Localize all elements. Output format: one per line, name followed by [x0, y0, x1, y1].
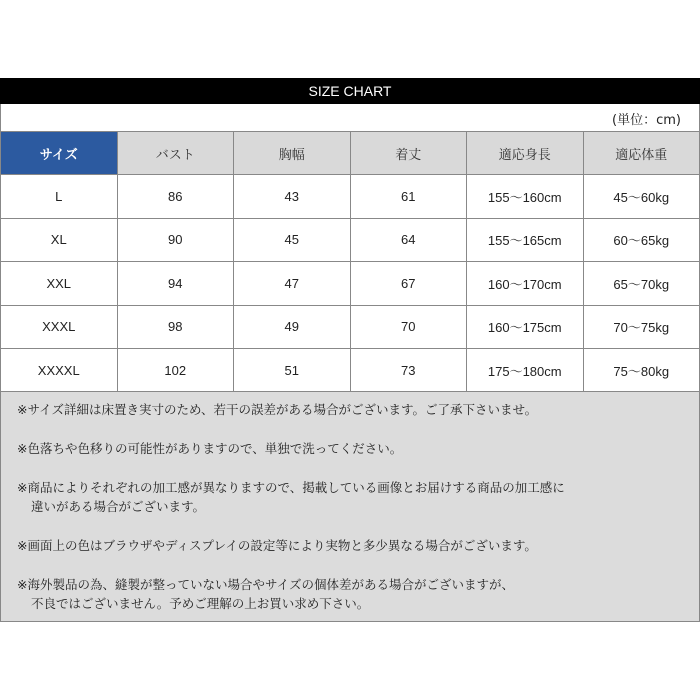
table-cell: L — [1, 175, 118, 219]
table-cell: 60～65kg — [583, 218, 700, 262]
table-cell: 160～175cm — [467, 305, 584, 349]
note-item — [17, 439, 699, 458]
note-line-continued: 違いがある場合がございます。 — [31, 499, 206, 514]
table-row — [1, 305, 700, 349]
note-line: ※画面上の色はブラウザやディスプレイの設定等により実物と多少異なる場合がございます。 — [17, 538, 537, 553]
table-header-row — [1, 132, 700, 175]
table-cell: 102 — [117, 349, 234, 393]
table-cell: 45～60kg — [583, 175, 700, 219]
table-row — [1, 349, 700, 393]
table-cell: 86 — [117, 175, 234, 219]
table-cell: 49 — [234, 305, 351, 349]
note-line: ※商品によりそれぞれの加工感が異なりますので、掲載している画像とお届けする商品の加工感に — [17, 480, 565, 495]
table-cell: 70～75kg — [583, 305, 700, 349]
header-length: 着丈 — [350, 132, 467, 175]
table-cell: XXXL — [1, 305, 118, 349]
table-row — [1, 175, 700, 219]
unit-label: (単位：cm) — [0, 104, 700, 131]
table-row — [1, 218, 700, 262]
table-cell: 175～180cm — [467, 349, 584, 393]
header-weight: 適応体重 — [583, 132, 700, 175]
table-cell: 94 — [117, 262, 234, 306]
table-cell: 47 — [234, 262, 351, 306]
notes-box — [0, 391, 700, 622]
size-chart-title: SIZE CHART — [0, 78, 700, 104]
header-height: 適応身長 — [467, 132, 584, 175]
note-item — [17, 478, 699, 516]
table-cell: 64 — [350, 218, 467, 262]
header-chest-width: 胸幅 — [234, 132, 351, 175]
table-cell: 43 — [234, 175, 351, 219]
table-cell: 61 — [350, 175, 467, 219]
table-cell: 155～160cm — [467, 175, 584, 219]
header-bust: バスト — [117, 132, 234, 175]
note-item — [17, 575, 699, 613]
note-line-continued: 不良ではございません。予めご理解の上お買い求め下さい。 — [31, 596, 370, 611]
table-cell: XXL — [1, 262, 118, 306]
header-size: サイズ — [1, 132, 118, 175]
table-cell: 90 — [117, 218, 234, 262]
note-line: ※色落ちや色移りの可能性がありますので、単独で洗ってください。 — [17, 441, 403, 456]
table-cell: 45 — [234, 218, 351, 262]
table-cell: 70 — [350, 305, 467, 349]
table-cell: 65～70kg — [583, 262, 700, 306]
table-cell: 67 — [350, 262, 467, 306]
table-cell: 51 — [234, 349, 351, 393]
table-cell: 155～165cm — [467, 218, 584, 262]
note-line: ※サイズ詳細は床置き実寸のため、若干の誤差がある場合がございます。ご了承下さいませ。 — [17, 402, 538, 417]
table-cell: 75～80kg — [583, 349, 700, 393]
table-cell: XL — [1, 218, 118, 262]
size-table — [0, 131, 700, 393]
table-row — [1, 262, 700, 306]
note-item — [17, 536, 699, 555]
table-cell: 98 — [117, 305, 234, 349]
note-item — [17, 400, 699, 419]
note-line: ※海外製品の為、縫製が整っていない場合やサイズの個体差がある場合がございますが、 — [17, 577, 514, 592]
table-cell: 73 — [350, 349, 467, 393]
table-cell: 160～170cm — [467, 262, 584, 306]
table-cell: XXXXL — [1, 349, 118, 393]
